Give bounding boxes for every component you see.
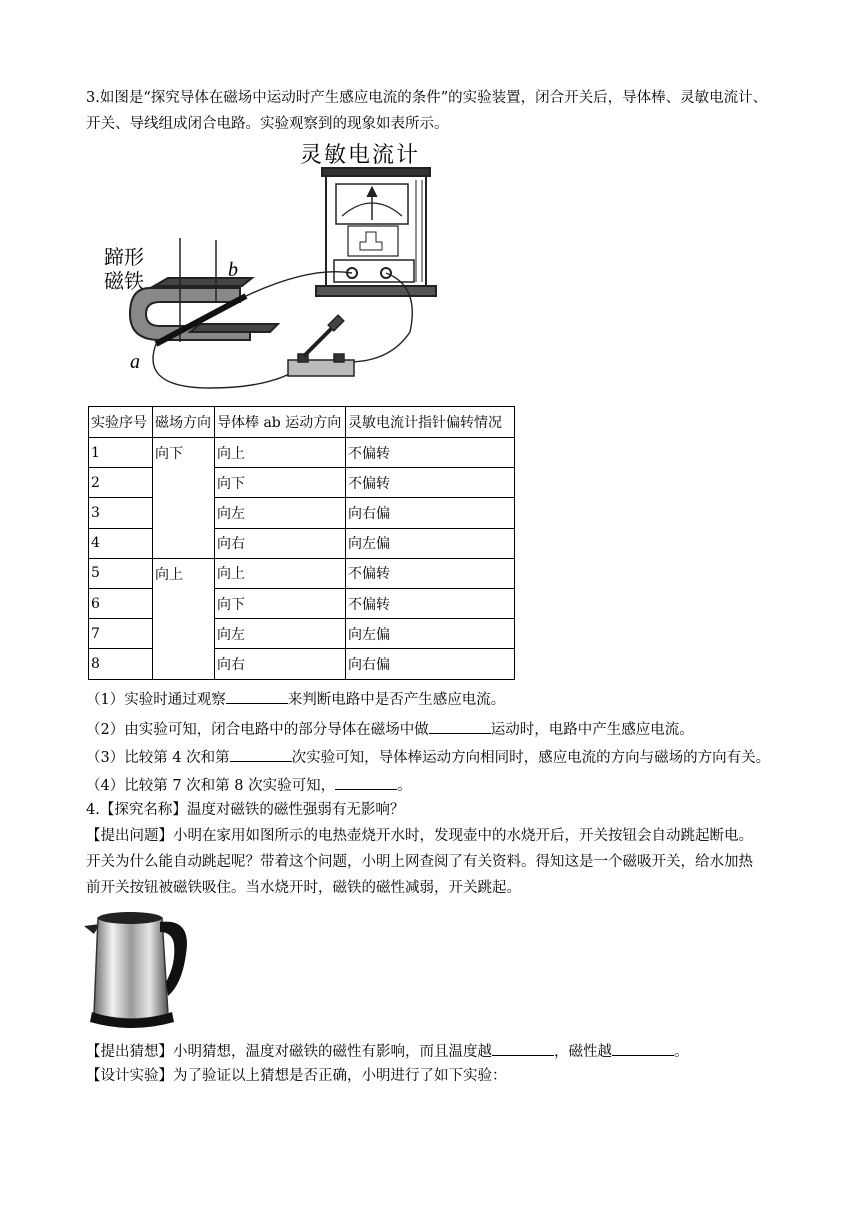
q4-title: 4.【探究名称】温度对磁铁的磁性强弱有无影响？ xyxy=(86,802,405,818)
q4-hypothesis-text-a: 【提出猜想】小明猜想，温度对磁铁的磁性有影响，而且温度越 xyxy=(86,1044,492,1060)
cell-rod-motion: 向右 xyxy=(215,528,346,558)
table-header-row xyxy=(89,407,515,438)
q3-sub-question-1 xyxy=(86,688,505,710)
q3-sub3-text-b: 次实验可知，导体棒运动方向相同时，感应电流的方向与磁场的方向有关。 xyxy=(291,750,771,766)
cell-deflection: 向左偏 xyxy=(346,528,515,558)
header-trial-no: 实验序号 xyxy=(89,407,153,438)
q4-question-line-1: 【提出问题】小明在家用如图所示的电热壶烧开水时，发现壶中的水烧开后，开关按钮会自动跳起断电。 xyxy=(86,828,753,844)
table-row xyxy=(89,498,515,528)
table-row xyxy=(89,558,515,588)
cell-trial-no: 2 xyxy=(89,468,153,498)
magnet-label-line-1: 蹄形 xyxy=(104,245,144,269)
cell-deflection: 不偏转 xyxy=(346,558,515,588)
galvanometer-label: 灵敏电流计 xyxy=(300,143,421,168)
q3-stem-line-2: 开关、导线组成闭合电路。实验观察到的现象如表所示。 xyxy=(86,116,449,132)
answer-blank[interactable] xyxy=(230,746,292,762)
answer-blank[interactable] xyxy=(226,688,288,704)
cell-rod-motion: 向左 xyxy=(215,498,346,528)
knife-switch xyxy=(288,315,354,376)
magnet-label-line-2: 磁铁 xyxy=(104,269,144,293)
cell-deflection: 向右偏 xyxy=(346,649,515,679)
q3-sub-question-3 xyxy=(86,746,770,768)
label-b: b xyxy=(228,259,238,281)
table-row xyxy=(89,588,515,618)
cell-deflection: 不偏转 xyxy=(346,588,515,618)
q4-design: 【设计实验】为了验证以上猜想是否正确，小明进行了如下实验： xyxy=(86,1068,507,1084)
q3-sub4-text-a: （4）比较第 7 次和第 8 次实验可知， xyxy=(86,778,336,794)
q3-sub2-text-b: 运动时，电路中产生感应电流。 xyxy=(490,722,694,738)
answer-blank[interactable] xyxy=(492,1040,554,1056)
cell-rod-motion: 向下 xyxy=(215,588,346,618)
header-deflection: 灵敏电流计指针偏转情况 xyxy=(346,407,515,438)
induction-apparatus-figure xyxy=(90,136,450,400)
cell-trial-no: 8 xyxy=(89,649,153,679)
cell-trial-no: 4 xyxy=(89,528,153,558)
cell-field-direction: 向上 xyxy=(153,558,215,679)
galvanometer xyxy=(316,168,436,296)
table-row xyxy=(89,438,515,468)
cell-rod-motion: 向上 xyxy=(215,558,346,588)
q3-sub1-text-b: 来判断电路中是否产生感应电流。 xyxy=(287,692,506,708)
q3-sub-question-2 xyxy=(86,718,694,740)
cell-trial-no: 7 xyxy=(89,619,153,649)
q4-question-line-2: 开关为什么能自动跳起呢？带着这个问题，小明上网查阅了有关资料。得知这是一个磁吸开关，给水加热 xyxy=(86,854,753,870)
observation-table xyxy=(88,406,515,680)
header-field-direction: 磁场方向 xyxy=(153,407,215,438)
header-rod-motion: 导体棒 ab 运动方向 xyxy=(215,407,346,438)
q4-hypothesis-text-c: 。 xyxy=(674,1044,689,1060)
cell-rod-motion: 向下 xyxy=(215,468,346,498)
table-row xyxy=(89,468,515,498)
cell-deflection: 不偏转 xyxy=(346,438,515,468)
horseshoe-magnet xyxy=(130,278,278,340)
table-row xyxy=(89,528,515,558)
cell-trial-no: 5 xyxy=(89,558,153,588)
q3-sub1-text-a: （1）实验时通过观察 xyxy=(86,692,226,708)
cell-rod-motion: 向右 xyxy=(215,649,346,679)
cell-deflection: 向左偏 xyxy=(346,619,515,649)
answer-blank[interactable] xyxy=(335,774,397,790)
label-a: a xyxy=(130,351,140,373)
q3-sub3-text-a: （3）比较第 4 次和第 xyxy=(86,750,230,766)
q3-sub-question-4 xyxy=(86,774,412,796)
cell-rod-motion: 向左 xyxy=(215,619,346,649)
answer-blank[interactable] xyxy=(612,1040,674,1056)
cell-field-direction: 向下 xyxy=(153,438,215,559)
q4-hypothesis xyxy=(86,1040,689,1062)
q3-sub4-text-b: 。 xyxy=(397,778,412,794)
table-row xyxy=(89,649,515,679)
cell-trial-no: 3 xyxy=(89,498,153,528)
q4-question-line-3: 前开关按钮被磁铁吸住。当水烧开时，磁铁的磁性减弱，开关跳起。 xyxy=(86,880,521,896)
cell-rod-motion: 向上 xyxy=(215,438,346,468)
cell-deflection: 向右偏 xyxy=(346,498,515,528)
cell-deflection: 不偏转 xyxy=(346,468,515,498)
q4-hypothesis-text-b: ，磁性越 xyxy=(554,1044,612,1060)
q3-stem-line-1: 3.如图是“探究导体在磁场中运动时产生感应电流的条件”的实验装置，闭合开关后，导体棒、灵敏电流计、 xyxy=(86,90,768,106)
table-row xyxy=(89,619,515,649)
q3-sub2-text-a: （2）由实验可知，闭合电路中的部分导体在磁场中做 xyxy=(86,722,429,738)
cell-trial-no: 6 xyxy=(89,588,153,618)
cell-trial-no: 1 xyxy=(89,438,153,468)
answer-blank[interactable] xyxy=(429,718,491,734)
electric-kettle-image xyxy=(82,904,194,1030)
